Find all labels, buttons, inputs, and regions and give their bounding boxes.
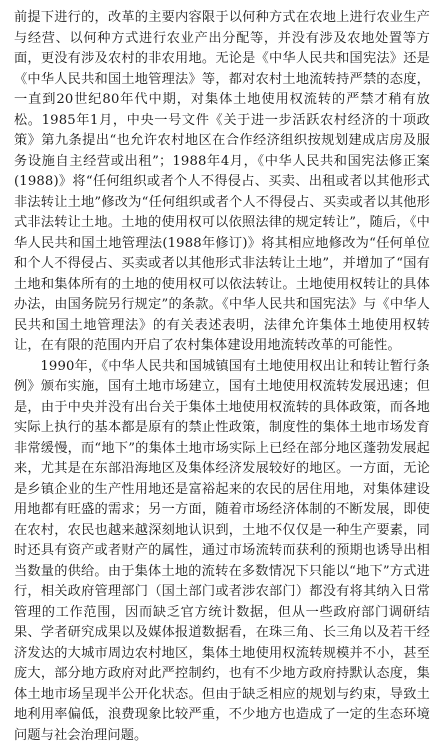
paragraph-continued: 前提下进行的，改革的主要内容限于以何种方式在农地上进行农业生产与经营、以何种方式进行农业产出分配等，并没有涉及农地处置等方面，更没有涉及农村的非农用地。无论是《中华人民共和国宪法》还是《中华人民共和国土地管理法》等，都对农村土地流转持严禁的态度，一直到20世纪80年代中期，对集体土地使用权流转的严禁才稍有放松。1985年1月，中央一号文件《关于进一步活跃农村经济的十项政策》第九条提出“也允许农村地区在合作经济组织按规划建成店房及服务设施自主经营或出租”；1988年4月，《中华人民共和国宪法修正案(1988)》将“任何组织或者个人不得侵占、买卖、出租或者以其他形式非法转让土地”修改为“任何组织或者个人不得侵占、买卖或者以其他形式非法转让土地。土地的使用权可以依照法律的规定转让”，随后，《中华人民共和国土地管理法(1988年修订)》将其相应地修改为“任何单位和个人不得侵占、买卖或者以其他形式非法转让土地”，并增加了“国有土地和集体所有的土地的使用权可以依法转让。土地使用权转让的具体办法，由国务院另行规定”的条款。《中华人民共和国宪法》与《中华人民共和国土地管理法》的有关表述表明，法律允许集体土地使用权转让，在有限的范围内开启了农村集体建设用地流转改革的可能性。 bbox=[14, 8, 430, 357]
paragraph-1990: 1990年，《中华人民共和国城镇国有土地使用权出让和转让暂行条例》颁布实施，国有土地市场建立，国有土地使用权流转发展迅速；但是，由于中央并没有出台关于集体土地使用权流转的具体政策，而各地实际上执行的基本都是原有的禁止性政策，制度性的集体土地市场发育非常缓慢，而“地下”的集体土地市场实际上已经在部分地区蓬勃发展起来，尤其是在东部沿海地区及集体经济发展较好的地区。一方面，无论是乡镇企业的生产性用地还是富裕起来的农民的居住用地，对集体建设用地都有旺盛的需求；另一方面，随着市场经济体制的不断发展，即使在农村，农民也越来越深刻地认识到，土地不仅仅是一种生产要素，同时还具有资产或者财产的属性，通过市场流转而获利的预期也诱导出相当数量的供给。由于集体土地的流转在多数情况下只能以“地下”方式进行，相关政府管理部门（国土部门或者涉农部门）都没有将其纳入日常管理的工作范围，因而缺乏官方统计数据，但从一些政府部门调研结果、学者研究成果以及媒体报道数据看，在珠三角、长三角以及若干经济发达的大城市周边农村地区，集体土地使用权流转规模并不小，甚至庞大，部分地方政府对此严控制约，也有不少地方政府持默认态度，集体土地市场呈现半公开化状态。但由于缺乏相应的规划与约束，导致土地利用率偏低，浪费现象比较严重，不少地方也造成了一定的生态环境问题与社会治理问题。 bbox=[14, 357, 430, 746]
